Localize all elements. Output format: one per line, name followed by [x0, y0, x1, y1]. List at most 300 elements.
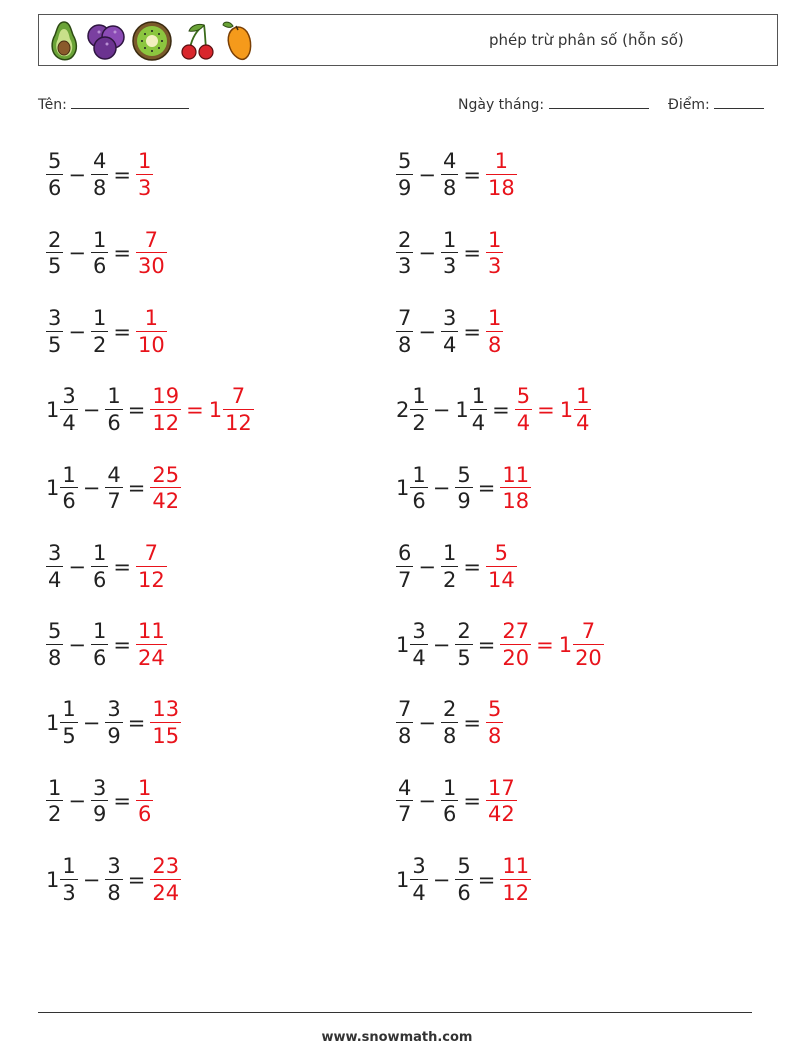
minus-sign: − — [82, 711, 101, 736]
fraction — [47, 542, 62, 591]
numerator: 3 — [92, 775, 107, 800]
fraction-bar — [150, 409, 181, 410]
equals-sign: = — [127, 397, 146, 422]
numerator: 13 — [152, 697, 180, 722]
fraction-bar — [105, 487, 122, 488]
answer — [486, 150, 517, 199]
answer — [136, 307, 167, 356]
fraction — [61, 698, 76, 747]
equals-sign: = — [463, 241, 481, 266]
numerator: 11 — [502, 854, 530, 879]
numerator: 5 — [48, 619, 62, 644]
fraction-bar — [46, 800, 63, 801]
problem — [396, 848, 531, 912]
equals-sign: = — [186, 397, 204, 422]
equals-sign: = — [477, 476, 496, 501]
numerator: 2 — [442, 697, 457, 722]
denominator: 8 — [487, 724, 502, 749]
equals-sign: = — [492, 397, 510, 422]
problem — [46, 143, 153, 207]
answer — [136, 620, 167, 669]
minus-sign: − — [432, 867, 451, 892]
fraction-bar — [46, 174, 63, 175]
fraction — [442, 150, 457, 199]
equals-sign: = — [113, 632, 131, 657]
fraction-bar — [396, 722, 413, 723]
answer — [500, 620, 603, 669]
problem — [396, 221, 503, 285]
fraction-bar — [136, 800, 153, 801]
denominator: 20 — [575, 645, 602, 670]
whole-number: 2 — [396, 397, 410, 422]
numerator: 1 — [62, 462, 76, 487]
equals-sign: = — [477, 632, 496, 657]
fraction-bar — [500, 487, 531, 488]
problem — [46, 848, 181, 912]
denominator: 18 — [502, 489, 530, 514]
equals-sign: = — [127, 867, 146, 892]
denominator: 15 — [152, 724, 180, 749]
fraction-bar — [410, 879, 427, 880]
denominator: 12 — [152, 410, 180, 435]
numerator: 1 — [576, 384, 590, 409]
denominator: 4 — [442, 332, 457, 357]
answer — [486, 307, 503, 356]
footer-divider — [38, 1012, 752, 1013]
problem — [396, 456, 531, 520]
fraction-bar — [396, 174, 413, 175]
fraction — [456, 620, 471, 669]
fraction — [442, 229, 457, 278]
fraction-bar — [486, 722, 503, 723]
numerator: 1 — [471, 384, 486, 409]
denominator: 5 — [62, 724, 76, 749]
problem — [396, 535, 517, 599]
numerator: 1 — [442, 227, 457, 252]
fraction-bar — [455, 487, 472, 488]
denominator: 6 — [412, 489, 426, 514]
equals-sign: = — [463, 163, 481, 187]
whole-number: 1 — [46, 397, 60, 422]
fraction — [61, 855, 76, 904]
equals-sign: = — [477, 867, 496, 892]
answer — [150, 464, 181, 513]
fraction-bar — [150, 722, 181, 723]
equals-sign: = — [463, 711, 481, 736]
fraction-bar — [396, 566, 413, 567]
fraction — [137, 620, 166, 669]
score-label: Điểm: — [668, 97, 710, 113]
minus-sign: − — [68, 163, 86, 187]
numerator: 3 — [48, 540, 62, 565]
name-field — [38, 94, 189, 113]
fraction-bar — [150, 879, 181, 880]
fraction — [487, 229, 502, 278]
denominator: 4 — [48, 567, 62, 592]
denominator: 8 — [442, 176, 457, 200]
numerator: 1 — [442, 540, 457, 565]
fraction — [47, 777, 62, 826]
denominator: 2 — [92, 332, 107, 357]
fraction — [92, 150, 107, 199]
fraction — [137, 229, 166, 278]
fraction — [151, 464, 180, 513]
numerator: 5 — [516, 384, 531, 409]
fraction — [574, 620, 603, 669]
fraction-bar — [105, 409, 122, 410]
fraction — [456, 855, 471, 904]
numerator: 25 — [152, 462, 180, 487]
fraction-bar — [500, 644, 531, 645]
date-field — [458, 94, 649, 113]
minus-sign: − — [418, 163, 436, 187]
denominator: 5 — [457, 645, 471, 670]
fraction-bar — [136, 252, 167, 253]
fraction — [137, 542, 166, 591]
fraction — [456, 464, 471, 513]
fraction-bar — [441, 566, 458, 567]
fraction — [106, 464, 121, 513]
problem — [46, 691, 181, 755]
fraction-bar — [441, 722, 458, 723]
denominator: 6 — [62, 489, 76, 514]
fraction — [442, 307, 457, 356]
denominator: 24 — [152, 880, 180, 905]
fraction-bar — [105, 879, 122, 880]
denominator: 42 — [152, 489, 180, 514]
worksheet-title: phép trừ phân số (hỗn số) — [489, 31, 684, 49]
whole-number: 1 — [396, 632, 410, 657]
answer — [150, 855, 181, 904]
answer — [515, 385, 592, 434]
numerator: 5 — [487, 697, 502, 722]
equals-sign: = — [113, 163, 131, 187]
numerator: 4 — [442, 149, 457, 174]
fraction — [61, 464, 76, 513]
numerator: 1 — [48, 775, 62, 800]
equals-sign: = — [537, 397, 555, 422]
fraction-bar — [470, 409, 487, 410]
denominator: 6 — [92, 254, 107, 279]
numerator: 3 — [412, 854, 426, 879]
numerator: 4 — [398, 775, 412, 800]
answer — [150, 385, 253, 434]
problem — [46, 535, 167, 599]
equals-sign: = — [127, 711, 146, 736]
fraction — [516, 385, 531, 434]
numerator: 5 — [457, 854, 471, 879]
fraction-bar — [486, 331, 503, 332]
minus-sign: − — [418, 241, 436, 266]
kiwi-icon — [131, 20, 173, 62]
numerator: 1 — [92, 619, 107, 644]
minus-sign: − — [432, 632, 451, 657]
denominator: 5 — [48, 254, 62, 279]
fraction — [92, 542, 107, 591]
fraction — [471, 385, 486, 434]
fraction-bar — [105, 722, 122, 723]
problem — [396, 378, 591, 442]
numerator: 1 — [137, 775, 152, 800]
minus-sign: − — [418, 554, 436, 579]
denominator: 12 — [137, 567, 165, 592]
problem — [46, 769, 153, 833]
numerator: 5 — [398, 149, 412, 174]
fraction — [487, 542, 516, 591]
fraction — [137, 150, 152, 199]
fraction-bar — [441, 800, 458, 801]
equals-sign: = — [113, 554, 131, 579]
fraction-bar — [136, 566, 167, 567]
fraction — [47, 229, 62, 278]
problem — [46, 456, 181, 520]
equals-sign: = — [463, 319, 481, 344]
numerator: 11 — [137, 619, 165, 644]
mango-icon — [221, 18, 255, 64]
denominator: 2 — [442, 567, 457, 592]
fraction — [92, 229, 107, 278]
numerator: 5 — [494, 540, 509, 565]
numerator: 17 — [487, 775, 515, 800]
fraction-bar — [455, 644, 472, 645]
numerator: 4 — [92, 149, 107, 174]
denominator: 3 — [487, 254, 502, 279]
equals-sign: = — [113, 319, 131, 344]
minus-sign: − — [432, 397, 451, 422]
equals-sign: = — [113, 241, 131, 266]
minus-sign: − — [68, 789, 86, 814]
minus-sign: − — [82, 867, 101, 892]
fraction — [151, 855, 180, 904]
fraction-bar — [46, 566, 63, 567]
denominator: 4 — [412, 645, 426, 670]
numerator: 23 — [152, 854, 180, 879]
numerator: 1 — [487, 305, 502, 330]
numerator: 6 — [398, 540, 412, 565]
fraction — [501, 855, 530, 904]
answer — [150, 698, 181, 747]
denominator: 6 — [442, 802, 457, 827]
fraction-bar — [46, 644, 63, 645]
numerator: 7 — [144, 540, 159, 565]
whole-number: 1 — [208, 397, 223, 422]
problem — [46, 613, 167, 677]
fraction-bar — [136, 174, 153, 175]
fraction-bar — [441, 174, 458, 175]
equals-sign: = — [463, 789, 481, 814]
fraction — [137, 777, 152, 826]
fraction — [411, 385, 426, 434]
numerator: 1 — [92, 540, 107, 565]
fraction-bar — [486, 174, 517, 175]
denominator: 8 — [398, 332, 412, 357]
equals-sign: = — [113, 789, 131, 814]
numerator: 1 — [442, 775, 457, 800]
answer — [486, 542, 517, 591]
numerator: 3 — [442, 305, 457, 330]
fraction — [47, 307, 62, 356]
fraction — [397, 150, 412, 199]
fraction-bar — [60, 487, 77, 488]
denominator: 4 — [471, 410, 486, 435]
denominator: 3 — [137, 176, 152, 200]
denominator: 10 — [137, 332, 165, 357]
numerator: 5 — [457, 462, 471, 487]
fraction-bar — [410, 644, 427, 645]
fraction — [442, 542, 457, 591]
numerator: 7 — [231, 384, 246, 409]
denominator: 42 — [487, 802, 515, 827]
numerator: 4 — [107, 462, 121, 487]
fraction — [442, 777, 457, 826]
whole-number: 1 — [559, 397, 574, 422]
fraction — [151, 698, 180, 747]
fraction-bar — [486, 800, 517, 801]
minus-sign: − — [68, 319, 86, 344]
problem — [46, 300, 167, 364]
score-field — [668, 94, 764, 113]
fraction — [411, 855, 426, 904]
fraction-bar — [91, 566, 108, 567]
name-label: Tên: — [38, 97, 67, 113]
answer — [486, 777, 517, 826]
denominator: 9 — [92, 802, 107, 827]
numerator: 3 — [107, 697, 121, 722]
name-blank — [71, 94, 189, 109]
whole-number: 1 — [396, 476, 410, 501]
denominator: 4 — [62, 410, 76, 435]
answer — [136, 542, 167, 591]
denominator: 3 — [442, 254, 457, 279]
date-blank — [549, 94, 649, 109]
problem — [396, 613, 604, 677]
numerator: 3 — [48, 305, 62, 330]
denominator: 8 — [92, 176, 107, 200]
denominator: 7 — [398, 802, 412, 827]
denominator: 6 — [92, 645, 107, 670]
minus-sign: − — [82, 397, 101, 422]
fraction-bar — [223, 409, 254, 410]
fraction — [137, 307, 166, 356]
numerator: 11 — [502, 462, 530, 487]
footer-url: www.snowmath.com — [321, 1030, 473, 1045]
denominator: 2 — [412, 410, 426, 435]
avocado-icon — [47, 20, 81, 62]
numerator: 7 — [144, 227, 159, 252]
denominator: 20 — [502, 645, 530, 670]
numerator: 1 — [62, 854, 76, 879]
fraction-bar — [91, 174, 108, 175]
denominator: 9 — [107, 724, 121, 749]
denominator: 4 — [516, 410, 531, 435]
minus-sign: − — [432, 476, 451, 501]
problem — [396, 769, 517, 833]
fraction — [487, 777, 516, 826]
equals-sign: = — [463, 554, 481, 579]
numerator: 1 — [137, 149, 152, 174]
denominator: 12 — [502, 880, 530, 905]
fraction-bar — [574, 409, 591, 410]
fraction-bar — [396, 331, 413, 332]
minus-sign: − — [68, 554, 86, 579]
numerator: 5 — [48, 149, 62, 174]
fraction-bar — [410, 487, 427, 488]
worksheet-header — [38, 14, 778, 66]
fraction-bar — [46, 331, 63, 332]
fraction-bar — [455, 879, 472, 880]
minus-sign: − — [418, 711, 436, 736]
fraction — [487, 307, 502, 356]
answer — [486, 229, 503, 278]
fraction — [151, 385, 180, 434]
denominator: 3 — [398, 254, 412, 279]
answer — [500, 855, 531, 904]
fraction — [92, 620, 107, 669]
plum-icon — [85, 20, 127, 62]
problem — [46, 221, 167, 285]
minus-sign: − — [68, 632, 86, 657]
numerator: 19 — [152, 384, 180, 409]
denominator: 5 — [48, 332, 62, 357]
denominator: 8 — [48, 645, 62, 670]
fraction — [411, 464, 426, 513]
fraction — [106, 855, 121, 904]
numerator: 1 — [144, 305, 159, 330]
answer — [486, 698, 503, 747]
fraction — [397, 698, 412, 747]
denominator: 8 — [442, 724, 457, 749]
whole-number: 1 — [46, 711, 60, 736]
whole-number: 1 — [558, 632, 573, 657]
whole-number: 1 — [46, 867, 60, 892]
denominator: 18 — [487, 176, 515, 200]
whole-number: 1 — [46, 476, 60, 501]
equals-sign: = — [536, 632, 554, 657]
denominator: 8 — [107, 880, 121, 905]
denominator: 8 — [398, 724, 412, 749]
date-label: Ngày tháng: — [458, 97, 545, 113]
fraction — [487, 150, 516, 199]
whole-number: 1 — [396, 867, 410, 892]
fraction-bar — [396, 800, 413, 801]
numerator: 2 — [398, 227, 412, 252]
fraction — [487, 698, 502, 747]
problem — [396, 691, 503, 755]
whole-number: 1 — [455, 397, 469, 422]
numerator: 1 — [412, 384, 426, 409]
fraction-bar — [441, 252, 458, 253]
fraction — [411, 620, 426, 669]
numerator: 7 — [398, 305, 412, 330]
fraction-bar — [46, 252, 63, 253]
fraction — [442, 698, 457, 747]
denominator: 12 — [225, 410, 252, 435]
fraction-bar — [500, 879, 531, 880]
fraction-bar — [60, 879, 77, 880]
denominator: 9 — [398, 176, 412, 200]
fraction-bar — [396, 252, 413, 253]
fraction-bar — [486, 566, 517, 567]
numerator: 1 — [92, 227, 107, 252]
numerator: 3 — [412, 619, 426, 644]
answer — [500, 464, 531, 513]
denominator: 4 — [576, 410, 590, 435]
equals-sign: = — [127, 476, 146, 501]
answer — [136, 777, 153, 826]
fraction — [224, 385, 253, 434]
fraction — [397, 542, 412, 591]
denominator: 30 — [137, 254, 165, 279]
